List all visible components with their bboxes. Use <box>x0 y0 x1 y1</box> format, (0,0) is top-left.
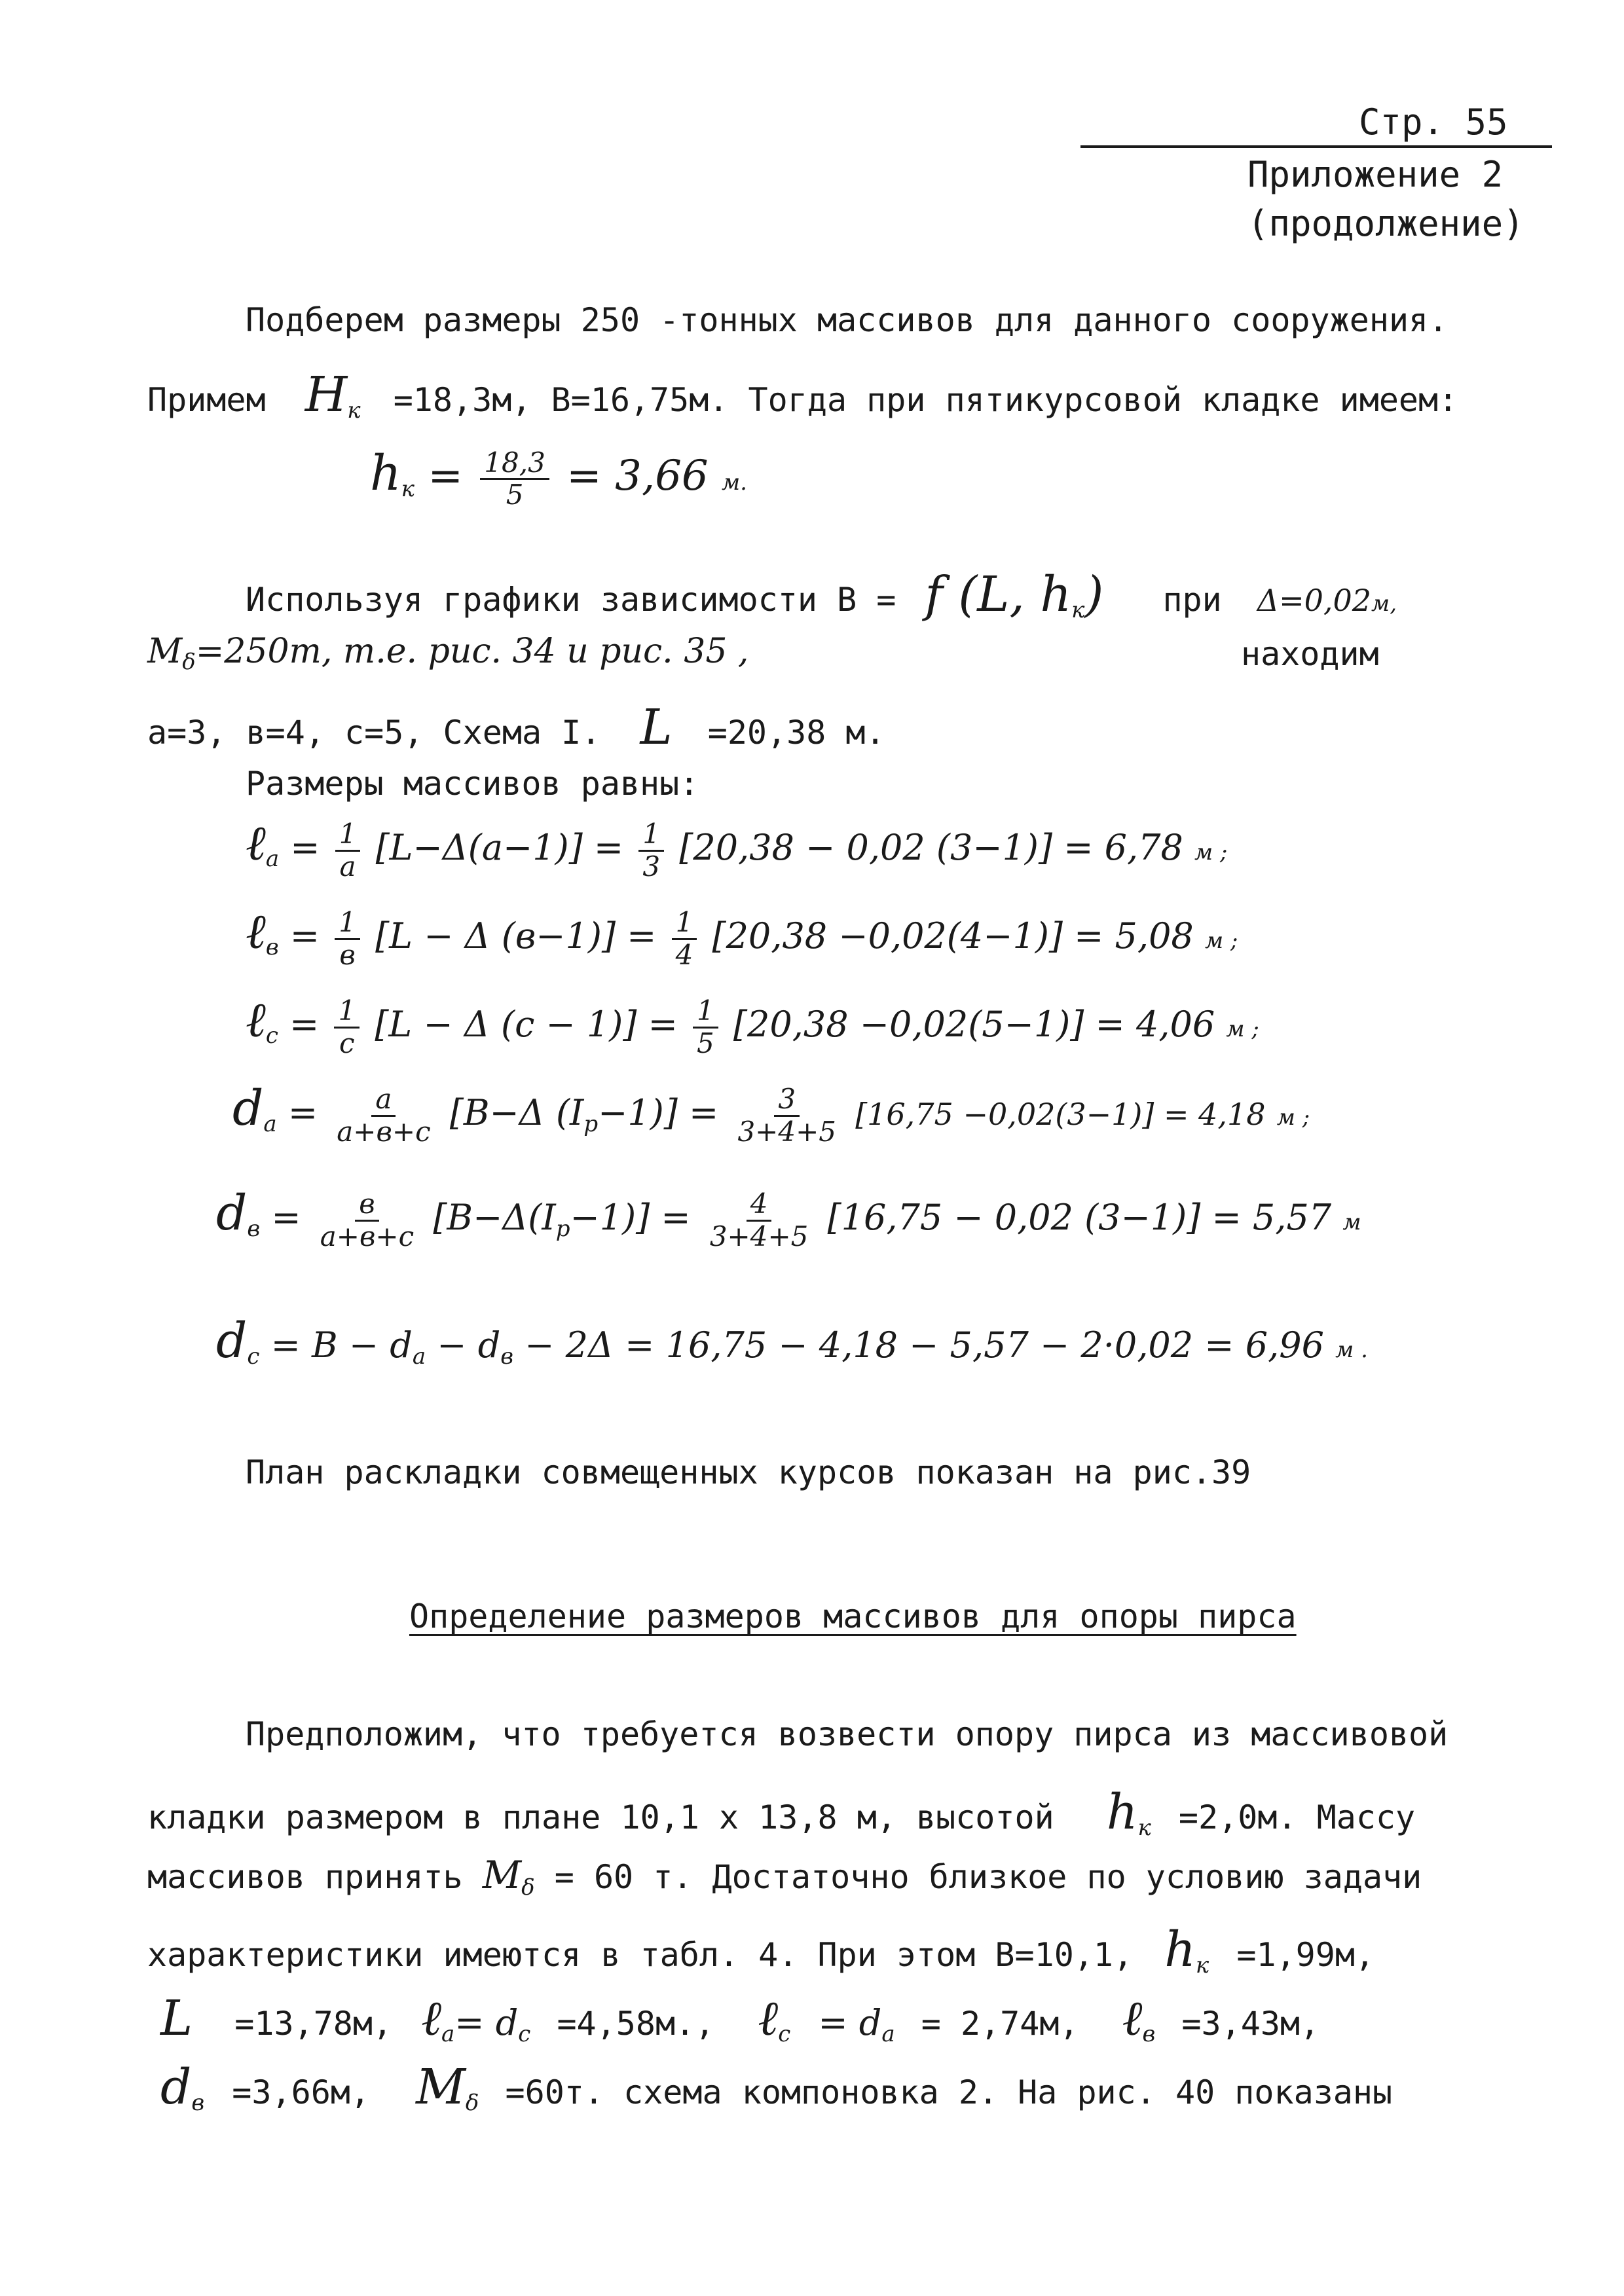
paragraph-3-line-4: характеристики имеются в табл. 4. При этом В=10,1, $h_к =1,99м$, <box>147 1922 1375 1978</box>
paragraph-3-line-3: массивов принять $M_\delta = 60$ т. Достаточно близкое по условию задачи <box>147 1853 1422 1901</box>
delta-unit: м, <box>1371 591 1397 617</box>
primem-word: Примем <box>147 381 266 419</box>
mass-symbol: M <box>147 632 183 671</box>
paragraph-3-line-5: L =13,78м, ℓ$_a$= $d_c =4,58м$., ℓ$_c$ = $d_a = 2,74м$, ℓ$_в$ =3,43м, <box>160 1990 1320 2047</box>
paragraph-3-line-6: $d_в =3,66м$, $M_\delta =60т$. схема компоновка 2. На рис. 40 показаны <box>160 2059 1393 2116</box>
pri-word: при <box>1162 581 1222 619</box>
paragraph-3-line-1: Предположим, что требуется возвести опору пирса из массивовой <box>246 1715 1449 1753</box>
paragraph-2-line-2 <box>147 632 748 675</box>
mass-figures-ref: =250т, т.е. рис. 34 и рис. 35 , <box>195 632 749 671</box>
page-number: Стр. 55 <box>1359 101 1508 143</box>
abc-values: а=3, в=4, с=5, Схема I. <box>147 714 601 752</box>
eq-hk-numerator: 18,3 <box>480 448 549 480</box>
equation-lb: ℓ$_в$ = $\frac{1}{в}$ [L − Δ (в−1)] = $\frac{1}{4}$ [20,38 −0,02(4−1)] = 5,08 м ; <box>246 903 1238 971</box>
appendix-label: Приложение 2 <box>1247 154 1504 195</box>
L-value: =20,38 м. <box>707 714 885 752</box>
equation-dc: $d_c = B - d_a - d_в - 2\Delta = 16,75 - 4,18 - 5,57 - 2\cdot 0,02 = 6,96$ м . <box>216 1313 1368 1370</box>
section-title: Определение размеров массивов для опоры пирса <box>409 1597 1297 1635</box>
equation-da: $d_a$ = $\frac{a}{a+в+c}$ [B−Δ $(I_p-1)$] = $\frac{3}{3+4+5}$ [16,75 −0,02(3−1)] = 4,18 м ; <box>232 1080 1310 1148</box>
equation-lc: ℓ$_c$ = $\frac{1}{c}$ [L − Δ (c − 1)] = $\frac{1}{5}$ [20,38 −0,02(5−1)] = 4,06 м ; <box>246 992 1259 1059</box>
equation-la: ℓ$_a$ = $\frac{1}{a}$ [L−Δ(a−1)] = $\frac{1}{3}$ [20,38 − 0,02 (3−1)] = 6,78 м ; <box>246 815 1228 883</box>
delta-value: Δ=0,02 <box>1257 583 1372 618</box>
equation-db: $d_в$ = $\frac{в}{a+в+c}$ $[B-\Delta(I_p-1)]$ = $\frac{4}{3+4+5}$ [16,75 − 0,02 (3−1)] = 5,57 м <box>216 1185 1361 1252</box>
eq-hk-lhs-sub: к <box>401 476 415 502</box>
graphs-text: Используя графики зависимости В = <box>246 581 896 619</box>
nahodim-word: находим <box>1241 635 1379 673</box>
eq-hk-rhs: = 3,66 <box>566 452 709 500</box>
hk-values: =18,3м, В=16,75м. Тогда при пятикурсовой кладке имеем: <box>393 381 1458 419</box>
hk-symbol: H <box>304 367 348 423</box>
paragraph-1-line-1: Подберем размеры 250 -тонных массивов для данного сооружения. <box>246 301 1449 339</box>
header-rule <box>1080 145 1552 148</box>
plan-text: План раскладки совмещенных курсов показан на рис.39 <box>246 1453 1251 1491</box>
eq-hk-fraction <box>480 448 549 510</box>
paragraph-2-line-1 <box>246 566 1397 623</box>
mass-sub: δ <box>182 649 196 675</box>
sizes-title: Размеры массивов равны: <box>246 765 699 803</box>
paragraph-2-line-3 <box>147 699 885 756</box>
paragraph-1-line-2 <box>147 367 1458 424</box>
paragraph-3-line-2: кладки размером в плане 10,1 х 13,8 м, высотой $h_к =2,0м$. Массу <box>147 1784 1416 1841</box>
continuation-label: (продолжение) <box>1247 203 1524 244</box>
function-expr: f (L, $h_к$) <box>925 566 1104 623</box>
L-symbol: L <box>640 699 673 756</box>
eq-hk-unit: м. <box>721 469 747 496</box>
eq-hk-denominator: 5 <box>506 479 524 511</box>
hk-subscript: к <box>347 397 361 424</box>
eq-hk-lhs: h <box>370 445 401 501</box>
equation-hk: $h_к$ = $\frac{18,3}{5}$ = 3,66 м. <box>370 445 747 511</box>
